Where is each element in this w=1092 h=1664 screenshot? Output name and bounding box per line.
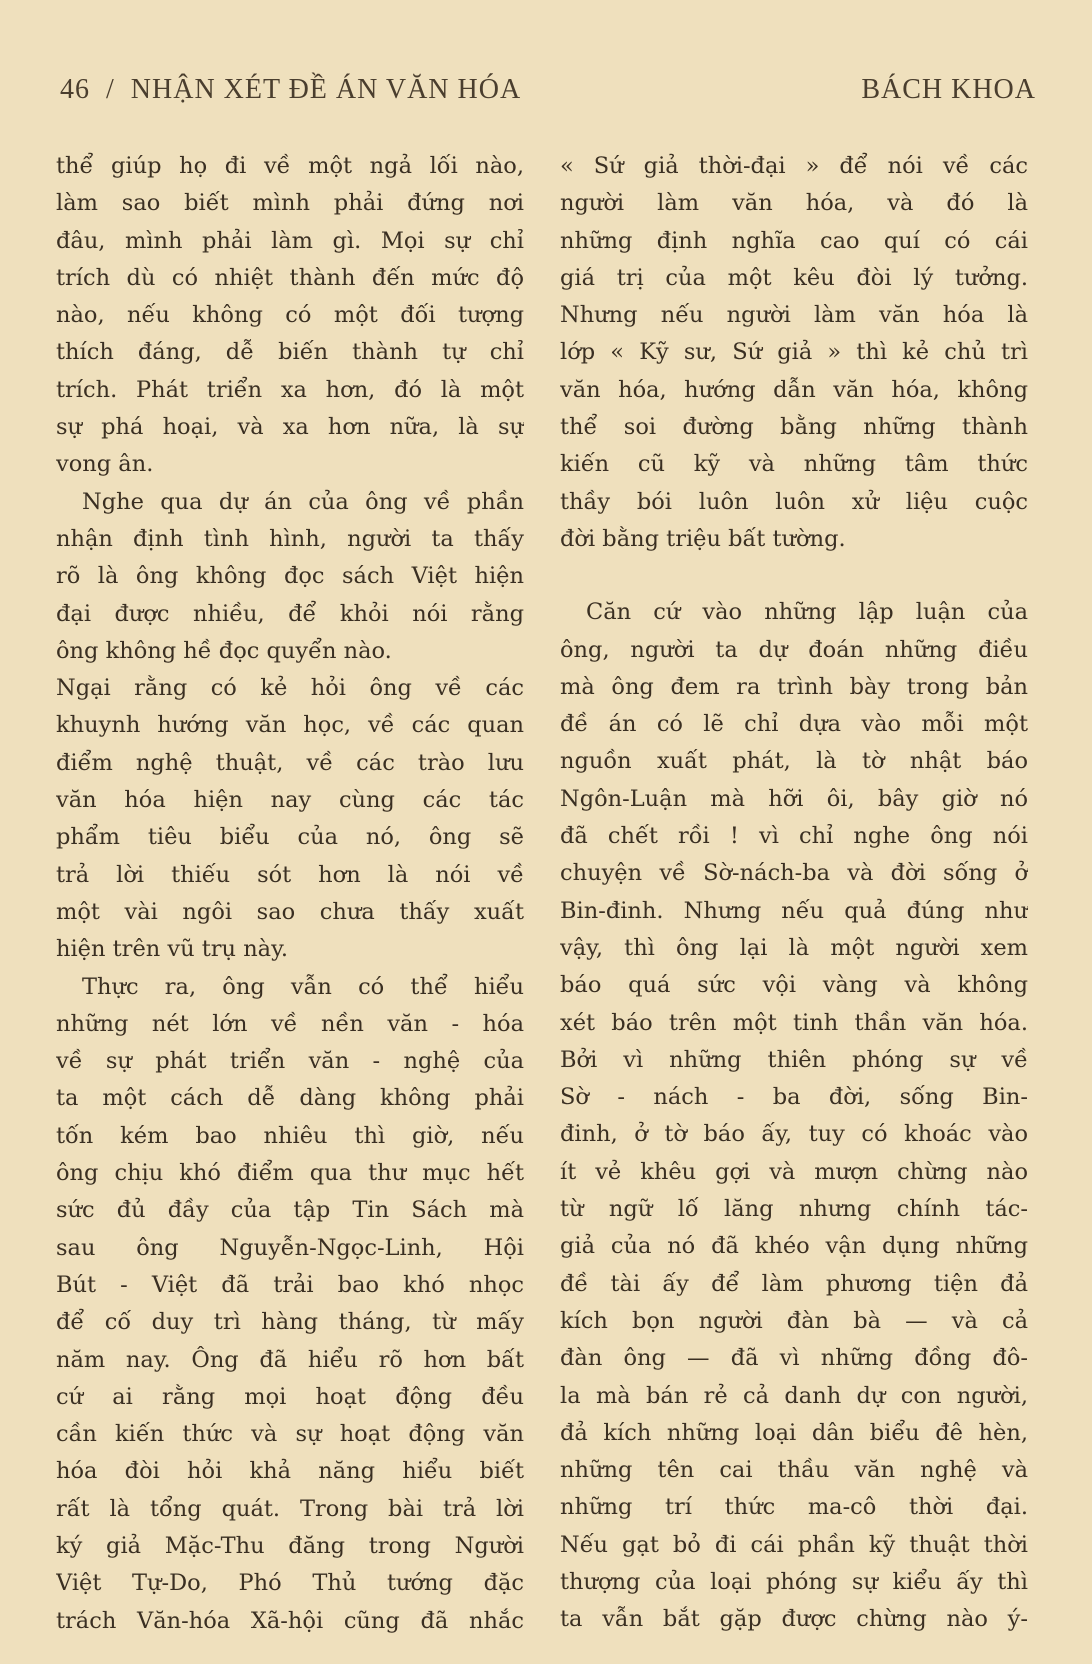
- text-line: lớp « Kỹ sư, Sứ giả » thì kẻ chủ trì: [560, 339, 1028, 366]
- text-line: sức đủ đầy của tập Tin Sách mà: [56, 1197, 524, 1224]
- text-line: điểm nghệ thuật, về các trào lưu: [56, 749, 524, 776]
- text-line: cứ ai rằng mọi hoạt động đều: [56, 1383, 524, 1410]
- text-line: để cố duy trì hàng tháng, từ mấy: [56, 1309, 524, 1336]
- text-line: ta một cách dễ dàng không phải: [56, 1085, 524, 1112]
- text-line: mà ông đem ra trình bày trong bản: [560, 673, 1028, 700]
- text-line: Bin-đinh. Nhưng nếu quả đúng như: [560, 897, 1028, 924]
- text-line: Ngôn-Luận mà hỡi ôi, bây giờ nó: [560, 785, 1028, 812]
- text-line: đề tài ấy để làm phương tiện đả: [560, 1270, 1028, 1297]
- text-line: nào, nếu không có một đối tượng: [56, 302, 524, 329]
- text-line: Nghe qua dự án của ông về phần: [82, 488, 524, 515]
- text-line: « Sứ giả thời-đại » để nói về các: [560, 153, 1028, 179]
- text-line: khuynh hướng văn học, về các quan: [56, 712, 524, 739]
- text-line: văn hóa hiện nay cùng các tác: [56, 787, 524, 814]
- text-line: xét báo trên một tinh thần văn hóa.: [560, 1009, 1028, 1036]
- text-line: rất là tổng quát. Trong bài trả lời: [56, 1495, 524, 1522]
- text-line: Bởi vì những thiên phóng sự về: [560, 1046, 1028, 1073]
- text-line: kiến cũ kỹ và những tâm thức: [560, 451, 1028, 478]
- text-line: kích bọn người đàn bà — và cả: [560, 1307, 1028, 1334]
- text-line: đả kích những loại dân biểu đê hèn,: [560, 1419, 1028, 1446]
- left-column: [56, 148, 524, 1640]
- header-left: [60, 74, 521, 106]
- text-line: người làm văn hóa, và đó là: [560, 190, 1028, 217]
- text-line: trách Văn-hóa Xã-hội cũng đã nhắc: [56, 1607, 524, 1634]
- text-line: Nếu gạt bỏ đi cái phần kỹ thuật thời: [560, 1531, 1028, 1558]
- text-line: đề án có lẽ chỉ dựa vào mỗi một: [560, 711, 1028, 738]
- text-line: trích. Phát triển xa hơn, đó là một: [56, 376, 524, 403]
- text-line: đâu, mình phải làm gì. Mọi sự chỉ: [56, 227, 524, 254]
- text-line: hiện trên vũ trụ này.: [56, 936, 288, 963]
- text-line: giả của nó đã khéo vận dụng những: [560, 1233, 1028, 1260]
- text-line: về sự phát triển văn - nghệ của: [56, 1048, 524, 1075]
- text-line: Bút - Việt đã trải bao khó nhọc: [56, 1271, 524, 1298]
- text-line: từ ngữ lố lăng nhưng chính tác-: [560, 1196, 1028, 1223]
- text-line: ít vẻ khêu gợi và mượn chừng nào: [560, 1158, 1028, 1185]
- paragraph-gap: [560, 558, 1028, 594]
- text-line: sự phá hoại, và xa hơn nữa, là sự: [56, 414, 524, 441]
- text-line: văn hóa, hướng dẫn văn hóa, không: [560, 376, 1028, 403]
- text-line: vậy, thì ông lại là một người xem: [560, 934, 1028, 961]
- text-line: đã chết rồi ! vì chỉ nghe ông nói: [560, 823, 1028, 850]
- text-line: làm sao biết mình phải đứng nơi: [56, 190, 524, 217]
- text-line: những trí thức ma-cô thời đại.: [560, 1494, 1028, 1521]
- text-line: hóa đòi hỏi khả năng hiểu biết: [56, 1458, 524, 1485]
- magazine-name: BÁCH KHOA: [861, 74, 1036, 105]
- text-line: vong ân.: [56, 451, 154, 478]
- text-line: thượng của loại phóng sự kiểu ấy thì: [560, 1568, 1028, 1595]
- text-line: rõ là ông không đọc sách Việt hiện: [56, 563, 524, 590]
- right-column-paragraph-2: [560, 594, 1028, 1638]
- text-line: những tên cai thầu văn nghệ và: [560, 1457, 1028, 1484]
- text-line: Việt Tự-Do, Phó Thủ tướng đặc: [56, 1570, 524, 1597]
- text-line: trích dù có nhiệt thành đến mức độ: [56, 264, 524, 291]
- text-line: đàn ông — đã vì những đồng đô-: [560, 1345, 1028, 1372]
- text-line: sau ông Nguyễn-Ngọc-Linh, Hội: [56, 1234, 524, 1261]
- header-separator: /: [106, 74, 115, 105]
- text-line: cần kiến thức và sự hoạt động văn: [56, 1421, 524, 1448]
- text-line: phẩm tiêu biểu của nó, ông sẽ: [56, 824, 524, 851]
- text-line: thể soi đường bằng những thành: [560, 414, 1028, 441]
- page-number: 46: [60, 74, 90, 105]
- text-line: những nét lớn về nền văn - hóa: [56, 1010, 524, 1037]
- text-line: ông chịu khó điểm qua thư mục hết: [56, 1160, 524, 1187]
- text-line: thầy bói luôn luôn xử liệu cuộc: [560, 488, 1028, 515]
- text-line: Nhưng nếu người làm văn hóa là: [560, 302, 1028, 329]
- text-line: Thực ra, ông vẫn có thể hiểu: [82, 973, 524, 1000]
- text-line: ký giả Mặc-Thu đăng trong Người: [56, 1532, 524, 1559]
- text-line: đại được nhiều, để khỏi nói rằng: [56, 600, 524, 627]
- right-column-paragraph-1: [560, 148, 1028, 558]
- text-line: ta vẫn bắt gặp được chừng nào ý-: [560, 1606, 1028, 1633]
- text-line: chuyện về Sờ-nách-ba và đời sống ở: [560, 860, 1028, 887]
- right-column: [560, 148, 1028, 1639]
- text-line: tốn kém bao nhiêu thì giờ, nếu: [56, 1122, 524, 1149]
- text-line: đời bằng triệu bất tường.: [560, 525, 846, 552]
- text-line: nhận định tình hình, người ta thấy: [56, 525, 524, 552]
- text-line: những định nghĩa cao quí có cái: [560, 227, 1028, 254]
- page-header: [60, 74, 1036, 114]
- text-line: ông, người ta dự đoán những điều: [560, 636, 1028, 663]
- text-line: la mà bán rẻ cả danh dự con người,: [560, 1382, 1028, 1409]
- text-line: Căn cứ vào những lập luận của: [586, 599, 1028, 626]
- text-line: giá trị của một kêu đòi lý tưởng.: [560, 264, 1028, 291]
- text-line: ông không hề đọc quyển nào.: [56, 637, 392, 664]
- section-title: NHẬN XÉT ĐỀ ÁN VĂN HÓA: [130, 74, 522, 105]
- text-line: năm nay. Ông đã hiểu rõ hơn bất: [56, 1346, 524, 1373]
- text-line: một vài ngôi sao chưa thấy xuất: [56, 898, 524, 925]
- text-line: báo quá sức vội vàng và không: [560, 972, 1028, 999]
- text-line: thể giúp họ đi về một ngả lối nào,: [56, 153, 524, 179]
- text-line: trả lời thiếu sót hơn là nói về: [56, 861, 524, 888]
- text-line: thích đáng, dễ biến thành tự chỉ: [56, 339, 524, 366]
- text-line: Sờ - nách - ba đời, sống Bin-: [560, 1084, 1028, 1111]
- text-line: nguồn xuất phát, là tờ nhật báo: [560, 748, 1028, 775]
- text-line: đinh, ở tờ báo ấy, tuy có khoác vào: [560, 1121, 1028, 1148]
- text-line: Ngại rằng có kẻ hỏi ông về các: [56, 675, 524, 702]
